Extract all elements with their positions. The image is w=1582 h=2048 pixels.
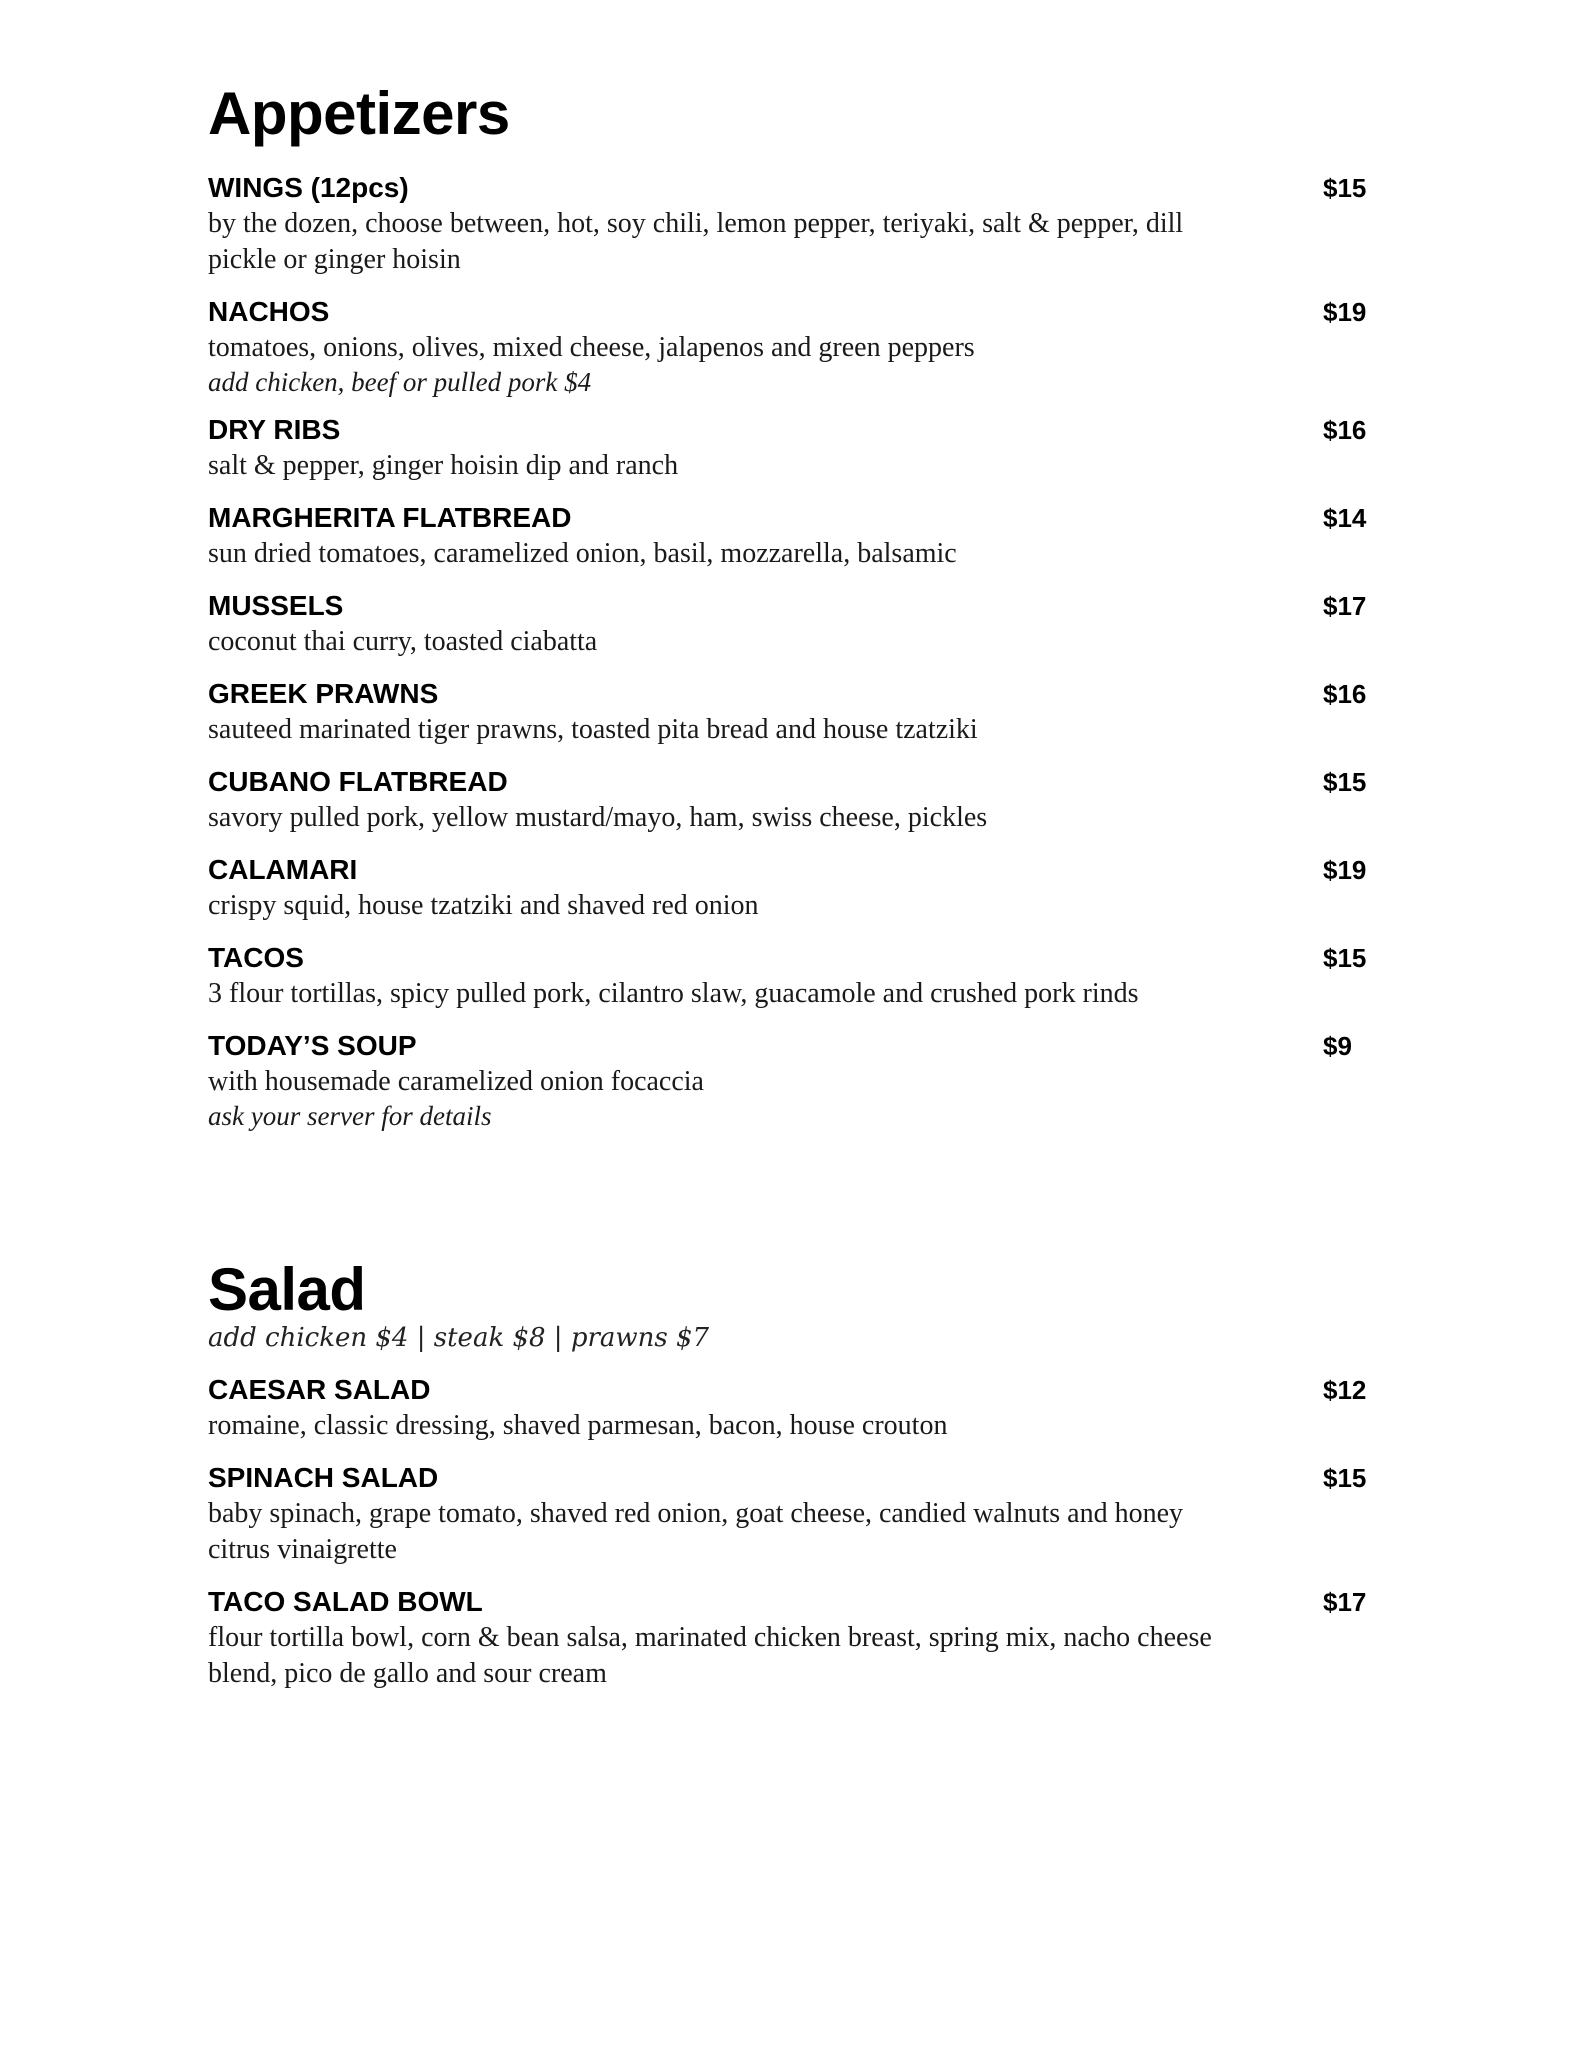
item-note: ask your server for details <box>208 1101 492 1131</box>
item-price: $15 <box>1323 767 1367 797</box>
item-name: SPINACH SALAD <box>208 1462 439 1493</box>
item-name: CAESAR SALAD <box>208 1374 431 1405</box>
item-price: $15 <box>1323 943 1367 973</box>
menu-item <box>208 852 1368 924</box>
item-description: flour tortilla bowl, corn & bean salsa, marinated chicken breast, spring mix, nacho cheese blend, pico de gallo and sour cream <box>208 1622 1212 1689</box>
menu-item <box>208 1372 1368 1444</box>
item-name: TODAY’S SOUP <box>208 1030 417 1061</box>
item-price: $14 <box>1323 503 1367 533</box>
menu-item <box>208 294 1368 398</box>
item-name: GREEK PRAWNS <box>208 678 439 709</box>
menu-item <box>208 1028 1368 1132</box>
item-price: $17 <box>1323 1587 1367 1617</box>
item-name: DRY RIBS <box>208 414 341 445</box>
item-name: TACOS <box>208 942 304 973</box>
item-description: tomatoes, onions, olives, mixed cheese, jalapenos and green peppers <box>208 332 975 363</box>
menu-item <box>208 764 1368 836</box>
item-description: sun dried tomatoes, caramelized onion, basil, mozzarella, balsamic <box>208 538 957 569</box>
menu-item <box>208 588 1368 660</box>
item-description: by the dozen, choose between, hot, soy chili, lemon pepper, teriyaki, salt & pepper, dill pickle or ginger hoisin <box>208 208 1184 275</box>
menu-item <box>208 676 1368 748</box>
appetizers-section <box>208 82 1368 146</box>
item-price: $19 <box>1323 297 1367 327</box>
item-name: TACO SALAD BOWL <box>208 1586 483 1617</box>
item-description: sauteed marinated tiger prawns, toasted pita bread and house tzatziki <box>208 714 978 745</box>
menu-item <box>208 412 1368 484</box>
item-name: NACHOS <box>208 296 330 327</box>
item-price: $12 <box>1323 1375 1367 1405</box>
menu-item <box>208 1584 1368 1692</box>
menu-item <box>208 940 1368 1012</box>
item-description: salt & pepper, ginger hoisin dip and ranch <box>208 450 679 481</box>
section-title-appetizers: Appetizers <box>208 80 510 147</box>
item-description: coconut thai curry, toasted ciabatta <box>208 626 598 657</box>
item-description: baby spinach, grape tomato, shaved red onion, goat cheese, candied walnuts and honey citrus vinaigrette <box>208 1498 1184 1565</box>
item-price: $16 <box>1323 679 1367 709</box>
menu-item <box>208 170 1368 278</box>
item-price: $9 <box>1323 1031 1352 1061</box>
salad-section <box>208 1258 1368 1354</box>
item-name: WINGS (12pcs) <box>208 172 409 203</box>
item-price: $15 <box>1323 173 1367 203</box>
item-price: $15 <box>1323 1463 1367 1493</box>
item-price: $17 <box>1323 591 1367 621</box>
item-name: CALAMARI <box>208 854 358 885</box>
item-description: crispy squid, house tzatziki and shaved red onion <box>208 890 759 921</box>
item-name: CUBANO FLATBREAD <box>208 766 508 797</box>
item-name: MARGHERITA FLATBREAD <box>208 502 572 533</box>
item-price: $19 <box>1323 855 1367 885</box>
item-description: with housemade caramelized onion focaccia <box>208 1066 704 1097</box>
menu-item <box>208 1460 1368 1568</box>
section-title-salad: Salad <box>208 1256 366 1323</box>
item-price: $16 <box>1323 415 1367 445</box>
item-description: romaine, classic dressing, shaved parmesan, bacon, house crouton <box>208 1410 948 1441</box>
section-subtitle-salad: add chicken $4 | steak $8 | prawns $7 <box>208 1323 710 1353</box>
item-description: 3 flour tortillas, spicy pulled pork, cilantro slaw, guacamole and crushed pork rinds <box>208 978 1139 1009</box>
item-name: MUSSELS <box>208 590 344 621</box>
menu-item <box>208 500 1368 572</box>
item-description: savory pulled pork, yellow mustard/mayo, ham, swiss cheese, pickles <box>208 802 988 833</box>
item-note: add chicken, beef or pulled pork $4 <box>208 367 592 397</box>
